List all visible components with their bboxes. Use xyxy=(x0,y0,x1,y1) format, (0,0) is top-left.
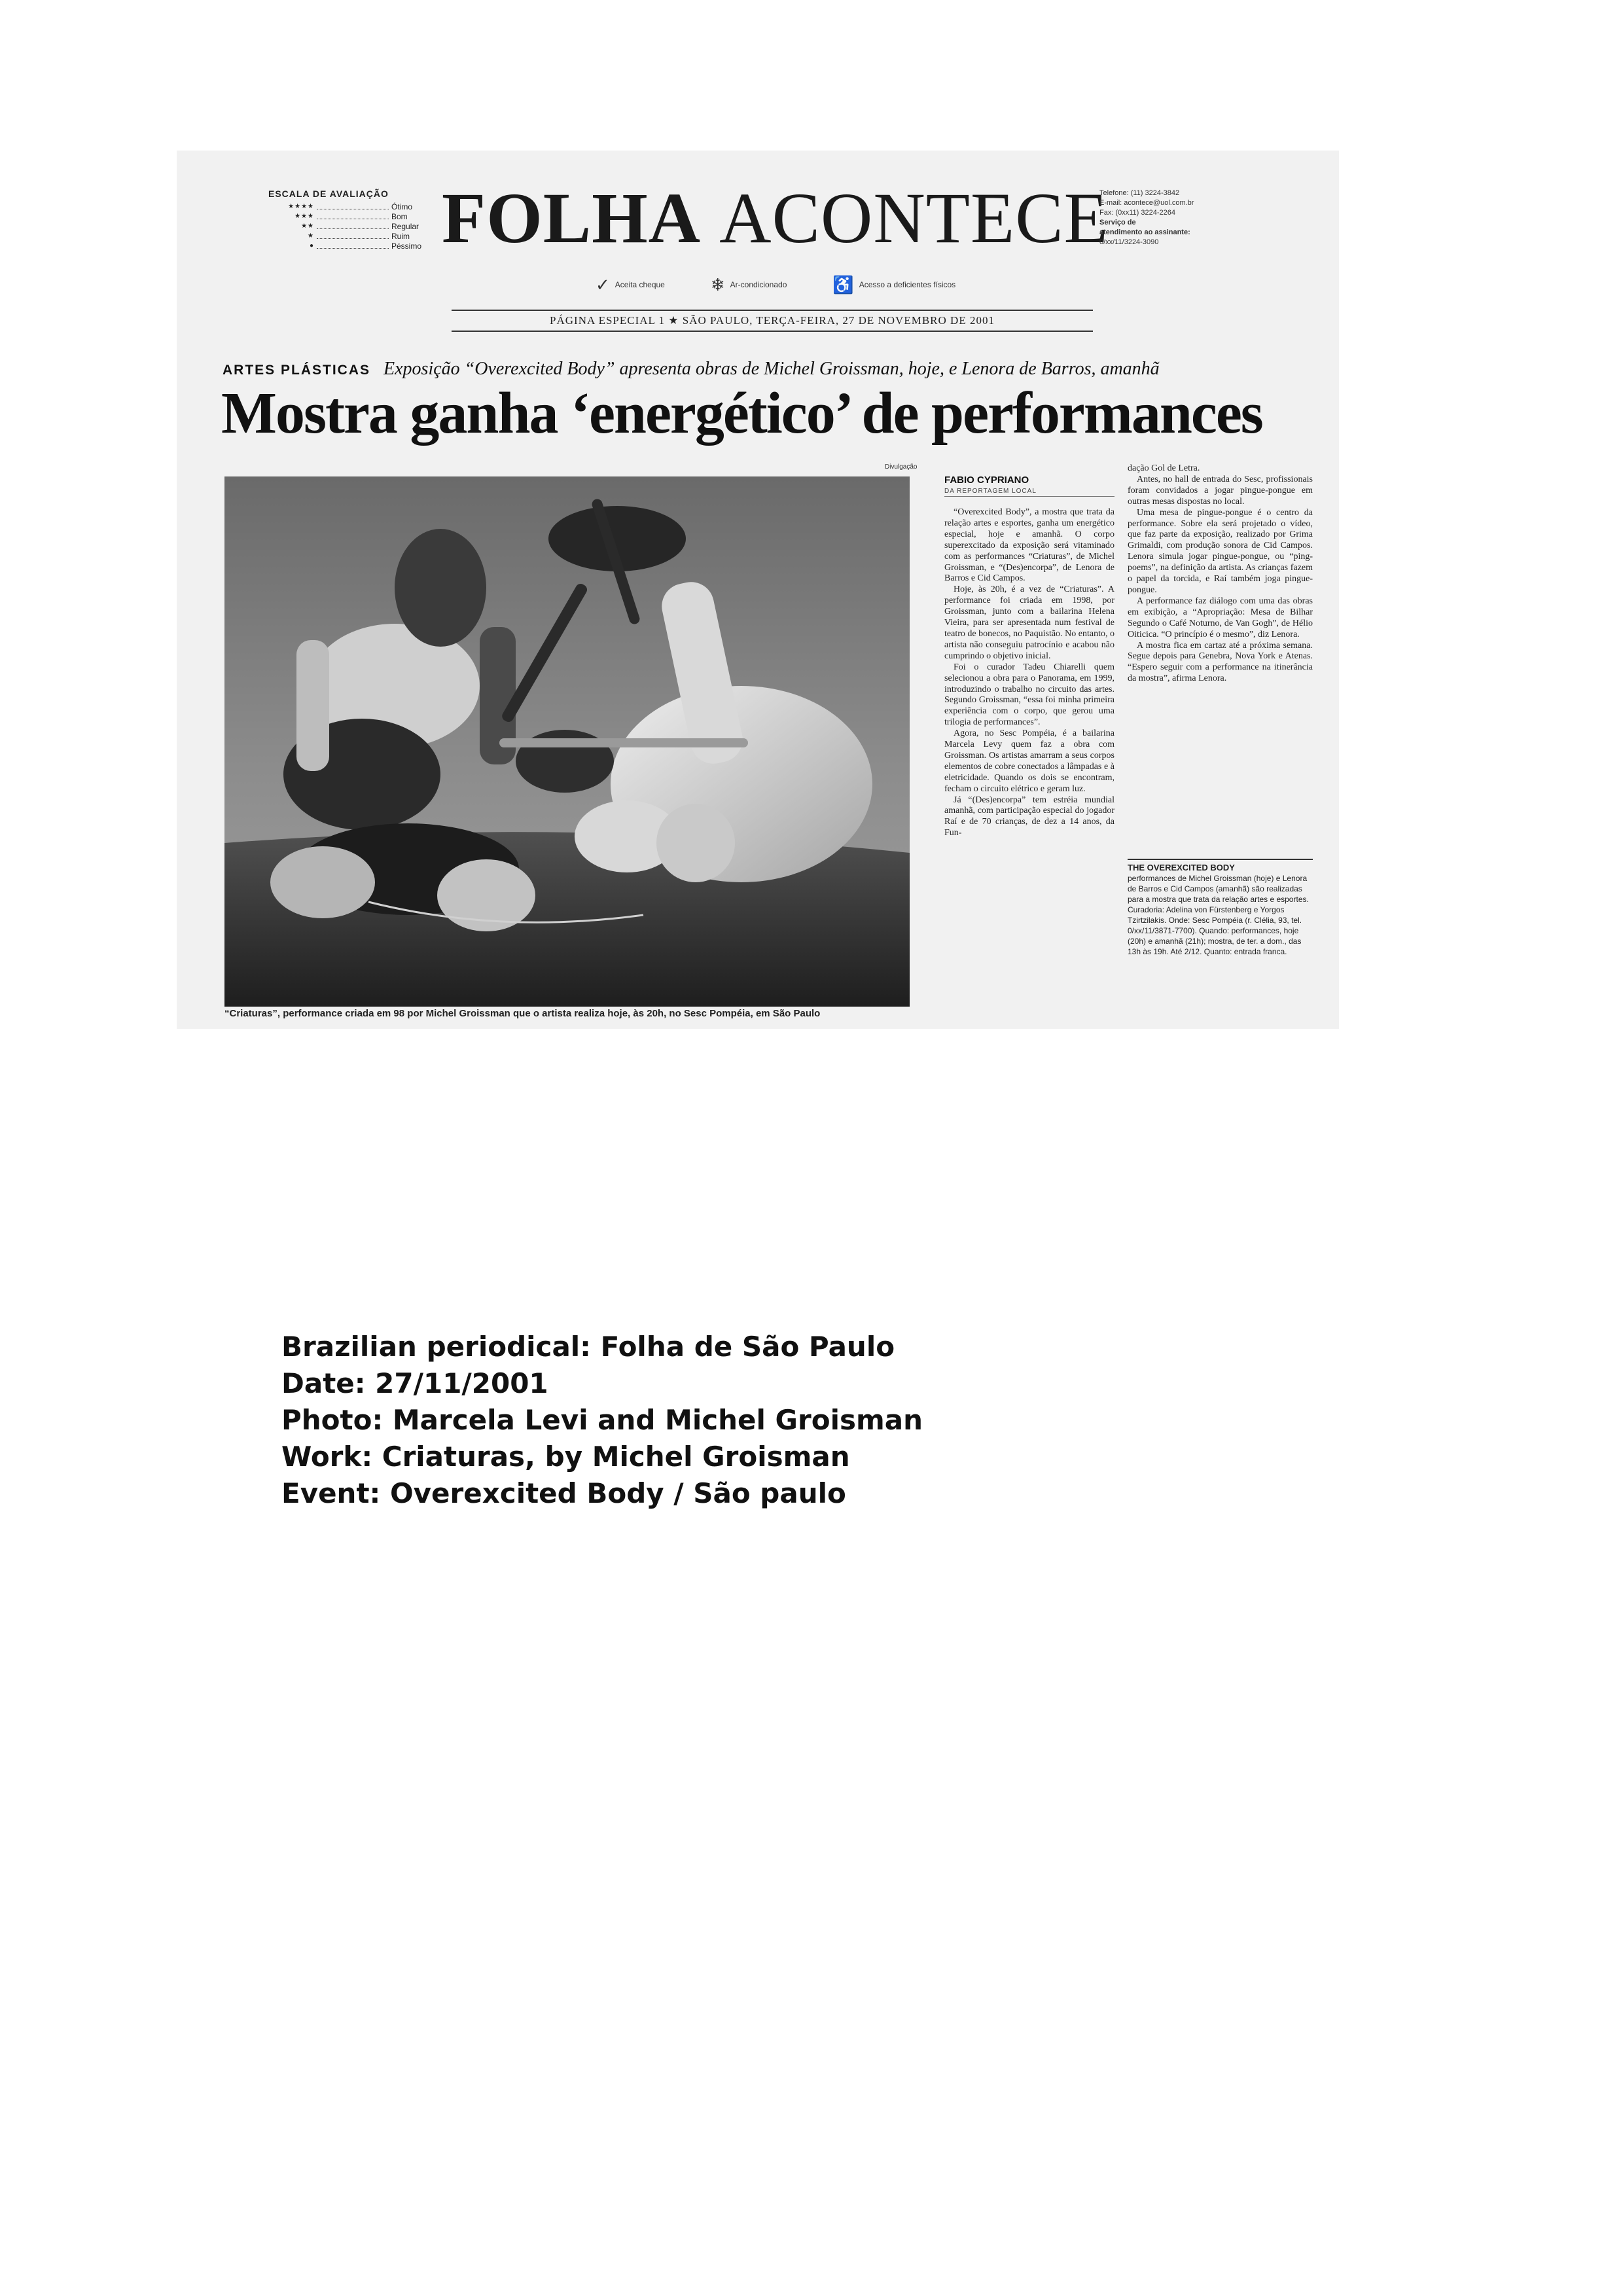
meta-work: Work: Criaturas, by Michel Groisman xyxy=(281,1441,850,1473)
service-item xyxy=(711,276,787,293)
article-paragraph: Já “(Des)encorpa” tem estréia mundial amanhã, com participação especial do jogador Raí e de 70 crianças, de dez a 14 anos, da Fun- xyxy=(944,795,1115,838)
article-paragraph: “Overexcited Body”, a mostra que trata da relação artes e esportes, ganha um energético especial, hoje e amanhã. O corpo superexcitado da exposição será vitaminado com as performances “Criaturas”, de Michel Groissman, e “(Des)encorpa”, de Lenora de Barros e Cid Campos. xyxy=(944,507,1115,584)
event-info-box xyxy=(1128,859,1313,1007)
star-icon: ★★ xyxy=(301,223,314,230)
meta-date: Date: 27/11/2001 xyxy=(281,1367,548,1399)
photo-credit: Divulgação xyxy=(885,463,918,471)
masthead xyxy=(442,178,1109,258)
article-paragraph: Hoje, às 20h, é a vez de “Criaturas”. A performance foi criada em 1998, por Groissman, junto com a bailarina Helena Vieira, para ser apresentada num festival de teatro de bonecos, no Paquistão. No entanto, o artista não conseguiu patrocínio e acabou não cumprindo o objetivo inicial. xyxy=(944,584,1115,661)
rating-label: Ótimo xyxy=(391,202,413,211)
photo-caption: “Criaturas”, performance criada em 98 por Michel Groissman que o artista realiza hoje, às 20h, no Sesc Pompéia, em São Paulo xyxy=(224,1008,821,1019)
info-box-text: performances de Michel Groissman (hoje) e Lenora de Barros e Cid Campos (amanhã) são realizadas para a mostra que trata da relação artes e esportes. Curadoria: Adelina von Fürstenberg e Yorgos Tzirtzilakis. Onde: Sesc Pompéia (r. Clélia, 93, tel. 0/xx/11/3871-7700). Quando: performances, hoje (20h) e amanhã (21h); mostra, de ter. a dom., das 13h às 19h. Até 2/12. Quanto: entrada franca. xyxy=(1128,874,1309,956)
contact-info xyxy=(1099,188,1257,247)
rating-row xyxy=(268,231,432,241)
rating-label: Regular xyxy=(391,221,419,231)
article-paragraph: Uma mesa de pingue-pongue é o centro da performance. Sobre ela será projetado o vídeo, que faz parte da exposição, realizado por Grima Grimaldi, com produção sonora de Cid Campos. Lenora simula jogar pingue-pongue, ou “ping-poems”, na definição da artista. As crianças fazem o papel da torcida, e Raí também joga pingue-pongue. xyxy=(1128,507,1313,595)
rating-row xyxy=(268,241,432,251)
service-item xyxy=(832,276,955,293)
headline: Mostra ganha ‘energético’ de performances xyxy=(221,381,1262,446)
star-icon: ★ xyxy=(308,232,314,240)
rating-scale xyxy=(268,188,432,251)
service-icons xyxy=(596,276,955,293)
document-metadata xyxy=(281,1329,923,1512)
service-label: Acesso a deficientes físicos xyxy=(859,280,956,289)
meta-periodical: Brazilian periodical: Folha de São Paulo xyxy=(281,1331,895,1363)
contact-line: atendimento ao assinante: xyxy=(1099,228,1190,236)
rating-label: Bom xyxy=(391,211,408,221)
info-box-title: THE OVEREXCITED BODY xyxy=(1128,863,1235,872)
performance-photo xyxy=(224,476,910,1007)
article-paragraph: A performance faz diálogo com uma das obras em exibição, a “Apropriação: Mesa de Bilhar Segundo o Café Noturno, de Van Gogh”, de Hélio Oiticica. “O princípio é o mesmo”, diz Lenora. xyxy=(1128,596,1313,639)
dateline: PÁGINA ESPECIAL 1 ★ SÃO PAULO, TERÇA-FEIRA, 27 DE NOVEMBRO DE 2001 xyxy=(452,310,1093,332)
article-paragraph: A mostra fica em cartaz até a próxima semana. Segue depois para Genebra, Nova York e Atenas. “Espero seguir com a performance na itinerância da mostra”, afirma Lenora. xyxy=(1128,640,1313,684)
meta-event: Event: Overexcited Body / São paulo xyxy=(281,1477,846,1509)
contact-line: Fax: (0xx11) 3224-2264 xyxy=(1099,209,1175,217)
article-paragraph: Foi o curador Tadeu Chiarelli quem selecionou a obra para o Panorama, em 1999, introduzindo o trabalho no circuito das artes. Segundo Groissman, “essa foi minha primeira experiência com o corpo, que gerou uma trilogia de performances”. xyxy=(944,662,1115,728)
masthead-folha: FOLHA xyxy=(442,178,702,258)
service-label: Ar-condicionado xyxy=(730,280,787,289)
dot-icon: ● xyxy=(309,242,314,249)
meta-photo: Photo: Marcela Levi and Michel Groisman xyxy=(281,1404,923,1436)
contact-line: Telefone: (11) 3224-3842 xyxy=(1099,189,1180,197)
article-column-1 xyxy=(944,507,1115,1005)
masthead-acontece: ACONTECE xyxy=(719,178,1109,258)
article-paragraph: Agora, no Sesc Pompéia, é a bailarina Marcela Levy quem faz a obra com Groissman. Os artistas amarram a seus corpos elementos de cobre conectados a lâmpadas e à eletricidade. Quando os dois se encontram, fecham o circuito elétrico e geram luz. xyxy=(944,728,1115,794)
article-paragraph: Antes, no hall de entrada do Sesc, profissionais foram convidados a jogar pingue-pongue em outras mesas dispostas no local. xyxy=(1128,474,1313,507)
section-label: ARTES PLÁSTICAS xyxy=(223,363,371,378)
rating-row xyxy=(268,221,432,231)
kicker xyxy=(223,359,1160,380)
subheadline: Exposição “Overexcited Body” apresenta obras de Michel Groissman, hoje, e Lenora de Barros, amanhã xyxy=(383,359,1160,379)
check-icon: ✓ xyxy=(596,275,610,295)
contact-line: Serviço de xyxy=(1099,219,1136,226)
newspaper-clipping xyxy=(177,151,1339,1029)
rating-label: Ruim xyxy=(391,231,410,241)
article-column-2 xyxy=(1128,463,1313,855)
star-icon: ★★★ xyxy=(294,213,314,220)
star-icon: ★★★★ xyxy=(288,203,314,210)
wheelchair-icon: ♿ xyxy=(832,275,854,295)
air-conditioning-icon: ❄ xyxy=(710,275,725,295)
article-paragraph: dação Gol de Letra. xyxy=(1128,463,1200,473)
rating-scale-title: ESCALA DE AVALIAÇÃO xyxy=(268,188,389,199)
rating-label: Péssimo xyxy=(391,241,422,251)
contact-line: E-mail: acontece@uol.com.br xyxy=(1099,199,1194,207)
contact-line: 0/xx/11/3224-3090 xyxy=(1099,238,1159,246)
service-item xyxy=(596,276,665,293)
service-label: Aceita cheque xyxy=(615,280,665,289)
rating-row xyxy=(268,211,432,221)
rating-row xyxy=(268,202,432,211)
desk-label: DA REPORTAGEM LOCAL xyxy=(944,488,1115,497)
byline: FABIO CYPRIANO xyxy=(944,475,1029,486)
